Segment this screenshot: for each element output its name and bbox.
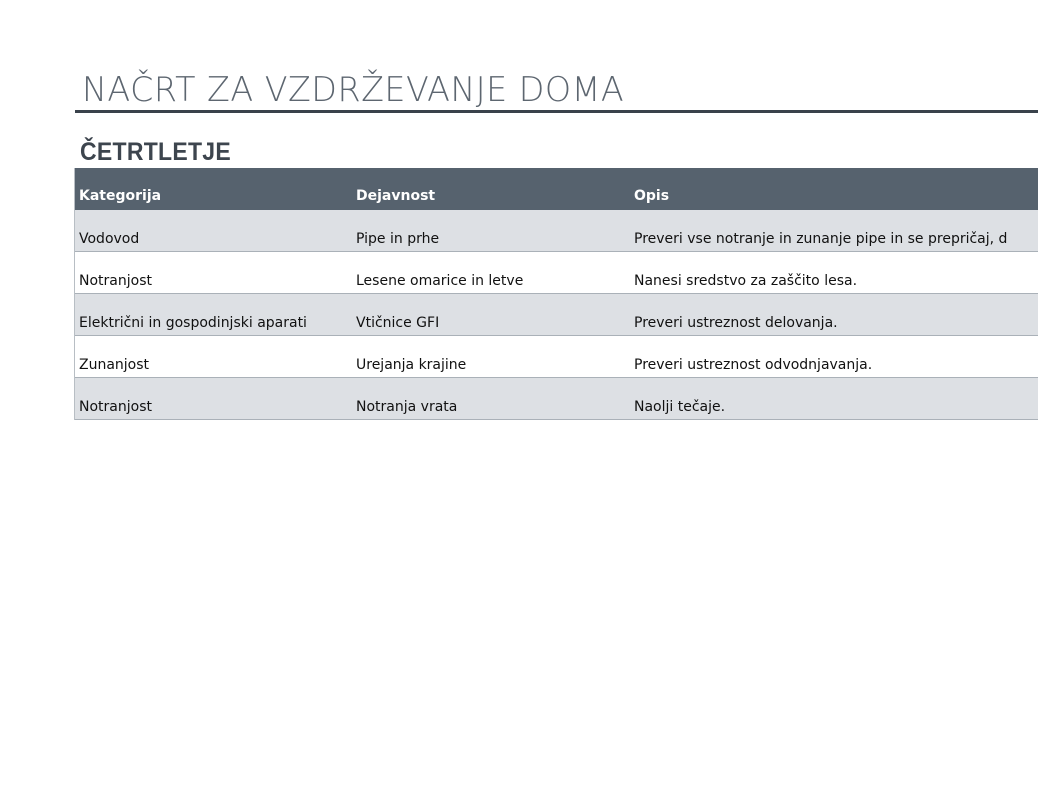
cell-description[interactable]: Preveri vse notranje in zunanje pipe in se prepričaj, d bbox=[634, 231, 1008, 247]
cell-category[interactable]: Notranjost bbox=[79, 273, 152, 289]
cell-description[interactable]: Nanesi sredstvo za zaščito lesa. bbox=[634, 273, 858, 289]
cell-activity[interactable]: Pipe in prhe bbox=[356, 231, 440, 247]
cell-activity[interactable]: Notranja vrata bbox=[356, 399, 458, 415]
cell-description[interactable]: Preveri ustreznost delovanja. bbox=[634, 315, 838, 331]
page-title: NAČRT ZA VZDRŽEVANJE DOMA bbox=[82, 70, 625, 110]
cell-activity[interactable]: Urejanja krajine bbox=[356, 357, 467, 373]
table-row bbox=[75, 378, 1038, 420]
section-title: ČETRTLETJE bbox=[80, 138, 231, 166]
table-row bbox=[75, 210, 1038, 252]
cell-category[interactable]: Zunanjost bbox=[79, 357, 150, 373]
header-dejavnost[interactable]: Dejavnost bbox=[356, 188, 436, 204]
header-kategorija[interactable]: Kategorija bbox=[79, 188, 162, 204]
cell-description[interactable]: Preveri ustreznost odvodnjavanja. bbox=[634, 357, 873, 373]
cell-activity[interactable]: Vtičnice GFI bbox=[356, 315, 440, 331]
cell-description[interactable]: Naolji tečaje. bbox=[634, 399, 726, 415]
cell-category[interactable]: Električni in gospodinjski aparati bbox=[79, 315, 307, 331]
maintenance-table bbox=[74, 168, 1038, 420]
cell-category[interactable]: Notranjost bbox=[79, 399, 152, 415]
title-divider bbox=[75, 110, 1038, 113]
table-row bbox=[75, 252, 1038, 294]
table-row bbox=[75, 294, 1038, 336]
cell-activity[interactable]: Lesene omarice in letve bbox=[356, 273, 524, 289]
table-row bbox=[75, 336, 1038, 378]
table-header-row bbox=[75, 168, 1038, 210]
cell-category[interactable]: Vodovod bbox=[79, 231, 140, 247]
header-opis[interactable]: Opis bbox=[634, 188, 670, 204]
